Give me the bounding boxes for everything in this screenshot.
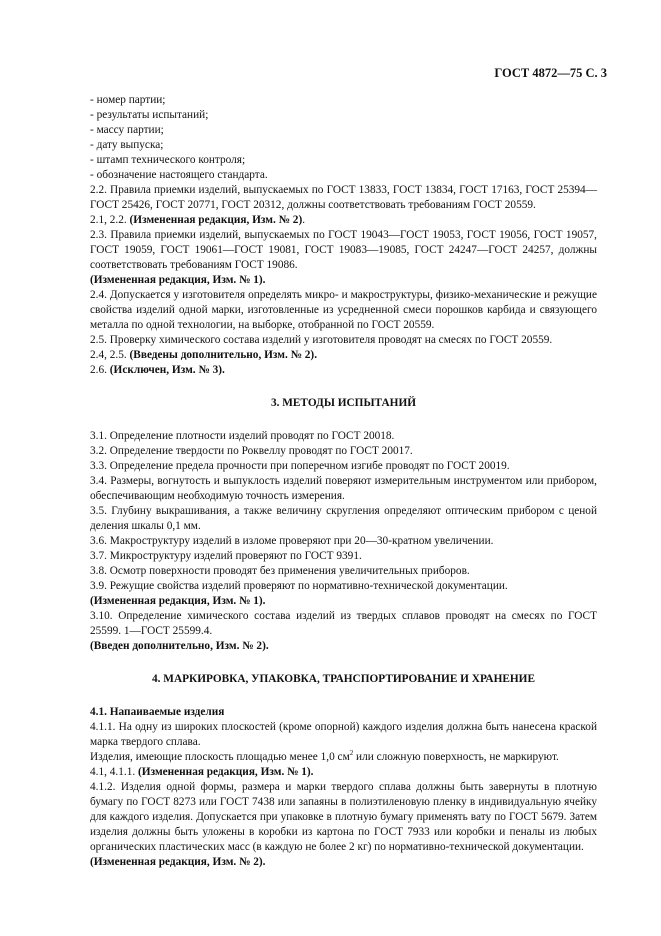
note-bold: (Измененная редакция, Изм. № 1). bbox=[138, 766, 314, 778]
clause-2-5: 2.5. Проверку химического состава изделий у изготовителя проводят на смесях по ГОСТ 20559. bbox=[90, 334, 553, 346]
clause-3-5: 3.5. Глубину выкрашивания, а также величину скругления определяют оптическим прибором с ценой деления шкалы 0,1 мм. bbox=[90, 505, 597, 532]
clause-3-1: 3.1. Определение плотности изделий проводят по ГОСТ 20018. bbox=[90, 430, 395, 442]
note-prefix: 4.1, 4.1.1. bbox=[90, 766, 139, 778]
clause-3-10: 3.10. Определение химического состава изделий из твердых сплавов проводят на смесях по ГОСТ 25599. 1—ГОСТ 25599.4. bbox=[90, 610, 597, 637]
clause-2-1-2-2-note bbox=[90, 213, 597, 228]
clause-2-4-2-5-note bbox=[90, 348, 597, 363]
added-note: (Введен дополнительно, Изм. № 2). bbox=[90, 640, 269, 652]
spacer bbox=[90, 378, 597, 396]
clause-2-6 bbox=[90, 363, 597, 378]
spacer bbox=[90, 687, 597, 705]
clause-4-1-1: 4.1.1. На одну из широких плоскостей (кроме опорной) каждого изделия должна быть нанесена краской марка твердого сплава. bbox=[90, 721, 597, 748]
note-prefix: 2.1, 2.2. bbox=[90, 214, 130, 226]
clause-4-1-2: 4.1.2. Изделия одной формы, размера и марки твердого сплава должны быть завернуты в плотную бумагу по ГОСТ 8273 или ГОСТ 7438 или запаяны в полиэтиленовую пленку в индивидуальную ячейку для каждого изделия. Допускается при упаковке в плотную бумагу применять вату по ГОСТ 5679. Затем изделия должны быть уложены в коробки из картона по ГОСТ 7933 или коробки и пеналы из любых органических пластических масс (в каждую не более 2 кг) по нормативно-технической документации. bbox=[90, 781, 597, 853]
superscript: 2 bbox=[349, 749, 354, 758]
section-4-title: 4. МАРКИРОВКА, УПАКОВКА, ТРАНСПОРТИРОВАНИЕ И ХРАНЕНИЕ bbox=[152, 673, 535, 685]
list-item: - результаты испытаний; bbox=[90, 109, 209, 121]
clause-3-9: 3.9. Режущие свойства изделий проверяют по нормативно-технической документации. bbox=[90, 580, 508, 592]
clause-4-1-4-1-1-note bbox=[90, 765, 597, 780]
note-prefix: 2.4, 2.5. bbox=[90, 349, 130, 361]
note-suffix: . bbox=[302, 214, 306, 226]
change-note: (Измененная редакция, Изм. № 1). bbox=[90, 274, 266, 286]
spacer bbox=[90, 411, 597, 429]
small-items-text-a: Изделия, имеющие плоскость площадью менее 1,0 см bbox=[90, 751, 350, 763]
note-prefix: 2.6. bbox=[90, 364, 110, 376]
list-item: - обозначение настоящего стандарта. bbox=[90, 169, 268, 181]
clause-2-2: 2.2. Правила приемки изделий, выпускаемых по ГОСТ 13833, ГОСТ 13834, ГОСТ 17163, ГОСТ 25394—ГОСТ 25426, ГОСТ 20771, ГОСТ 20312, должны соответствовать требованиям ГОСТ 20559. bbox=[90, 184, 597, 211]
change-note: (Измененная редакция, Изм. № 1). bbox=[90, 595, 266, 607]
clause-3-6: 3.6. Макроструктуру изделий в изломе проверяют при 20—30-кратном увеличении. bbox=[90, 535, 494, 547]
list-item: - массу партии; bbox=[90, 124, 164, 136]
document-body bbox=[90, 93, 597, 870]
clause-2-3: 2.3. Правила приемки изделий, выпускаемых по ГОСТ 19043—ГОСТ 19053, ГОСТ 19056, ГОСТ 19057, ГОСТ 19059, ГОСТ 19061—ГОСТ 19081, ГОСТ 19083—19085, ГОСТ 24247—ГОСТ 24257, должны соответствовать требованиям ГОСТ 19086. bbox=[90, 229, 597, 271]
clause-3-3: 3.3. Определение предела прочности при поперечном изгибе проводят по ГОСТ 20019. bbox=[90, 460, 510, 472]
list-item: - номер партии; bbox=[90, 94, 166, 106]
note-bold: (Измененная редакция, Изм. № 2) bbox=[129, 214, 303, 226]
change-note: (Измененная редакция, Изм. № 2). bbox=[90, 856, 266, 868]
spacer bbox=[90, 654, 597, 672]
clause-small-items bbox=[90, 750, 597, 765]
clause-3-7: 3.7. Микроструктуру изделий проверяют по ГОСТ 9391. bbox=[90, 550, 362, 562]
section-3-title: 3. МЕТОДЫ ИСПЫТАНИЙ bbox=[270, 397, 417, 409]
clause-3-4: 3.4. Размеры, вогнутость и выпуклость изделий поверяют измерительным инструментом или прибором, обеспечивающим необходимую точность измерения. bbox=[90, 475, 597, 502]
clause-4-1: 4.1. Напаиваемые изделия bbox=[90, 706, 225, 718]
clause-3-8: 3.8. Осмотр поверхности проводят без применения увеличительных приборов. bbox=[90, 565, 470, 577]
list-item: - штамп технического контроля; bbox=[90, 154, 246, 166]
note-bold: (Введены дополнительно, Изм. № 2). bbox=[129, 349, 318, 361]
page-header: ГОСТ 4872—75 С. 3 bbox=[494, 66, 607, 80]
note-bold: (Исключен, Изм. № 3). bbox=[109, 364, 225, 376]
clause-2-4: 2.4. Допускается у изготовителя определять микро- и макроструктуры, физико-механические и режущие свойства изделий одной марки, изготовленные из усредненной смеси порошков карбида и связующего металла по одной технологии, на выборке, отобранной по ГОСТ 20559. bbox=[90, 289, 597, 331]
small-items-text-b: или сложную поверхность, не маркируют. bbox=[353, 751, 559, 763]
clause-3-2: 3.2. Определение твердости по Роквеллу проводят по ГОСТ 20017. bbox=[90, 445, 413, 457]
list-item: - дату выпуска; bbox=[90, 139, 164, 151]
